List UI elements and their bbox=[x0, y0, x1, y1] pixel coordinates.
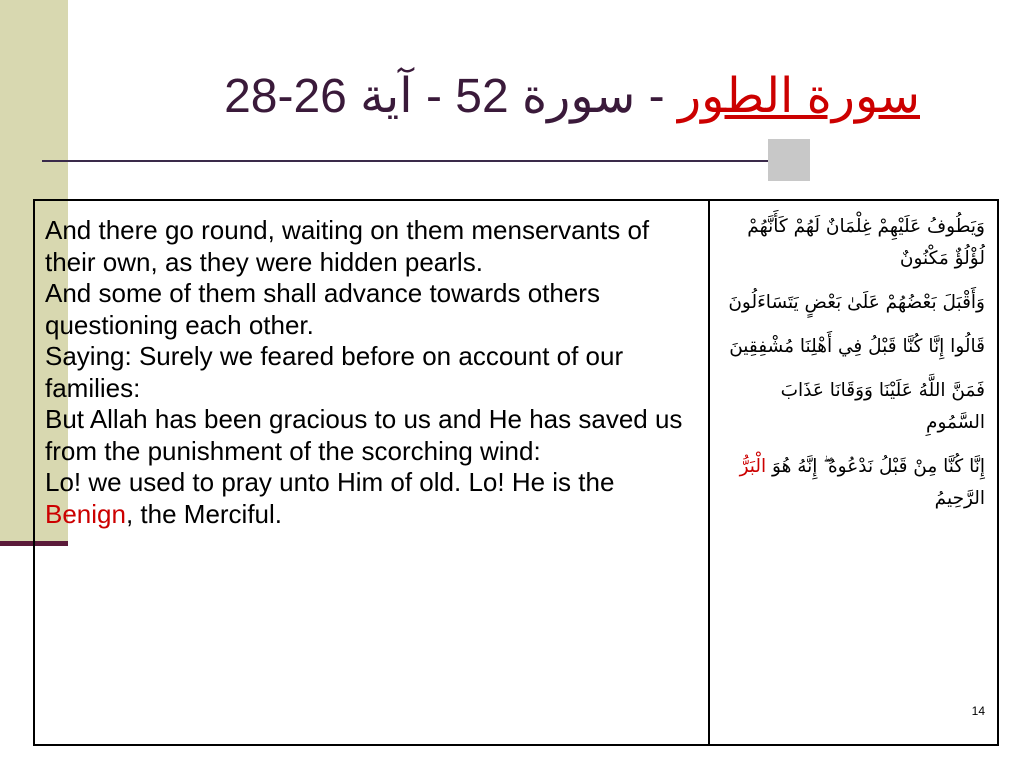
english-verse-28-start: Lo! we used to pray unto Him of old. Lo! He is the bbox=[45, 467, 615, 497]
arabic-verse-25: وَأَقْبَلَ بَعْضُهُمْ عَلَىٰ بَعْضٍ يَتَسَاءَلُونَ bbox=[728, 292, 985, 313]
arabic-verse-28-end: الرَّحِيمُ bbox=[934, 488, 985, 509]
arabic-verse-26: قَالُوا إِنَّا كُنَّا قَبْلُ فِي أَهْلِنَا مُشْفِقِينَ bbox=[729, 336, 985, 357]
arabic-verse-28-start: إِنَّا كُنَّا مِنْ قَبْلُ نَدْعُوهُ ۖ إِنَّهُ هُوَ bbox=[766, 456, 985, 477]
arabic-verse-27: فَمَنَّ اللَّهُ عَلَيْنَا وَوَقَانَا عَذَابَ السَّمُومِ bbox=[780, 380, 985, 433]
english-verse-27: And some of them shall advance towards others questioning each other. bbox=[45, 278, 600, 340]
english-verse-28 bbox=[45, 467, 698, 530]
title-underline-rule bbox=[42, 160, 768, 162]
english-verse-27-alt: But Allah has been gracious to us and He has saved us from the punishment of the scorching wind: bbox=[45, 404, 683, 466]
title-verses: آية 26-28 bbox=[224, 70, 413, 123]
surah-name-link[interactable]: سورة الطور bbox=[678, 70, 920, 123]
highlighted-word-albarr: الْبَرُّ bbox=[739, 456, 767, 477]
corner-decorative-square bbox=[768, 139, 810, 181]
english-verse-28-end: , the Merciful. bbox=[125, 498, 283, 529]
english-verse-26-alt: Saying: Surely we feared before on account of our families: bbox=[45, 341, 624, 403]
title-separator-2: - bbox=[412, 70, 456, 123]
arabic-column bbox=[710, 201, 997, 744]
title-surah-number: سورة 52 bbox=[455, 70, 636, 123]
english-column bbox=[35, 201, 710, 744]
arabic-verse-24: وَيَطُوفُ عَلَيْهِمْ غِلْمَانٌ لَهُمْ كَأَنَّهُمْ لُؤْلُؤٌ مَكْنُونٌ bbox=[747, 216, 985, 269]
translation-table bbox=[33, 199, 999, 746]
page-title bbox=[150, 52, 920, 142]
page-number: 14 bbox=[971, 704, 985, 718]
arabic-verse-28 bbox=[718, 451, 985, 515]
highlighted-word-benign: Benign bbox=[45, 498, 126, 529]
english-verse-26: And there go round, waiting on them menservants of their own, as they were hidden pearls. bbox=[45, 215, 650, 277]
title-separator-1: - bbox=[635, 70, 678, 123]
